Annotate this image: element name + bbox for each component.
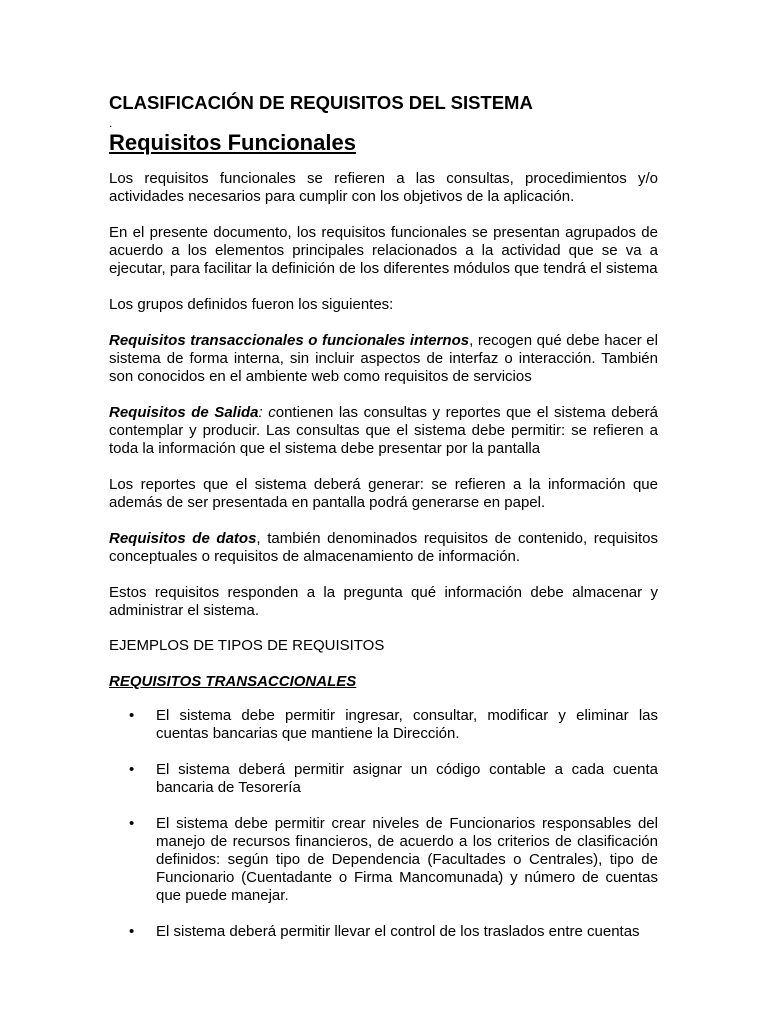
text-datos: , también denominados requisitos de contenido, requisitos conceptuales o requisitos de almacenamiento de información. [109, 530, 658, 565]
paragraph-estos: Estos requisitos responden a la pregunta qué información debe almacenar y administrar el sistema. [109, 584, 658, 619]
paragraph-salida [109, 404, 658, 458]
list-item-text: El sistema deberá permitir asignar un código contable a cada cuenta bancaria de Tesorería [156, 761, 658, 796]
text-salida: ontienen las consultas y reportes que el sistema deberá contemplar y producir. Las consultas que el sistema debe permitir: se refieren a toda la información que el sistema debe presentar por la pantalla [109, 404, 658, 457]
section-title: Requisitos Funcionales [109, 130, 356, 155]
bullet-icon: • [129, 923, 135, 940]
requirements-list [109, 707, 658, 941]
list-item [109, 923, 658, 941]
paragraph-grouping: En el presente documento, los requisitos funcionales se presentan agrupados de acuerdo a los elementos principales relacionados a la actividad que se va a ejecutar, para facilitar la definición de los diferentes módulos que tendrá el sistema [109, 224, 658, 277]
document-page [109, 92, 658, 941]
paragraph-intro: Los requisitos funcionales se refieren a las consultas, procedimientos y/o actividades necesarios para cumplir con los objetivos de la aplicación. [109, 170, 658, 205]
bullet-icon: • [129, 815, 135, 832]
bullet-icon: • [129, 707, 135, 724]
list-item-text: El sistema deberá permitir llevar el control de los traslados entre cuentas [156, 923, 640, 940]
paragraph-datos [109, 530, 658, 566]
paragraph-groups-defined: Los grupos definidos fueron los siguientes: [109, 296, 394, 313]
salida-colon: : c [258, 404, 276, 421]
list-item [109, 815, 658, 905]
paragraph-transaccionales [109, 332, 658, 386]
term-transaccionales: Requisitos transaccionales o funcionales internos [109, 332, 470, 349]
list-item-text: El sistema debe permitir crear niveles de Funcionarios responsables del manejo de recursos financieros, de acuerdo a los criterios de clasificación definidos: según tipo de Dependencia (Facultades o Centrales), tipo de Funcionario (Cuentadante o Firma Mancomunada) y número de cuentas que puede manejar. [156, 815, 658, 904]
bullet-icon: • [129, 761, 135, 778]
list-item [109, 761, 658, 797]
subheading-transaccionales: REQUISITOS TRANSACCIONALES [109, 673, 357, 690]
list-item [109, 707, 658, 743]
examples-heading: EJEMPLOS DE TIPOS DE REQUISITOS [109, 637, 385, 654]
term-salida: Requisitos de Salida [109, 404, 259, 421]
title-dot: . [109, 116, 113, 130]
text-transaccionales: , recogen qué debe hacer el sistema de forma interna, sin incluir aspectos de interfaz o interacción. También son conocidos en el ambiente web como requisitos de servicios [109, 332, 658, 385]
document-title: CLASIFICACIÓN DE REQUISITOS DEL SISTEMA [109, 92, 533, 113]
term-datos: Requisitos de datos [109, 530, 257, 547]
list-item-text: El sistema debe permitir ingresar, consultar, modificar y eliminar las cuentas bancarias que mantiene la Dirección. [156, 707, 658, 742]
paragraph-reportes: Los reportes que el sistema deberá generar: se refieren a la información que además de ser presentada en pantalla podrá generarse en papel. [109, 476, 658, 511]
